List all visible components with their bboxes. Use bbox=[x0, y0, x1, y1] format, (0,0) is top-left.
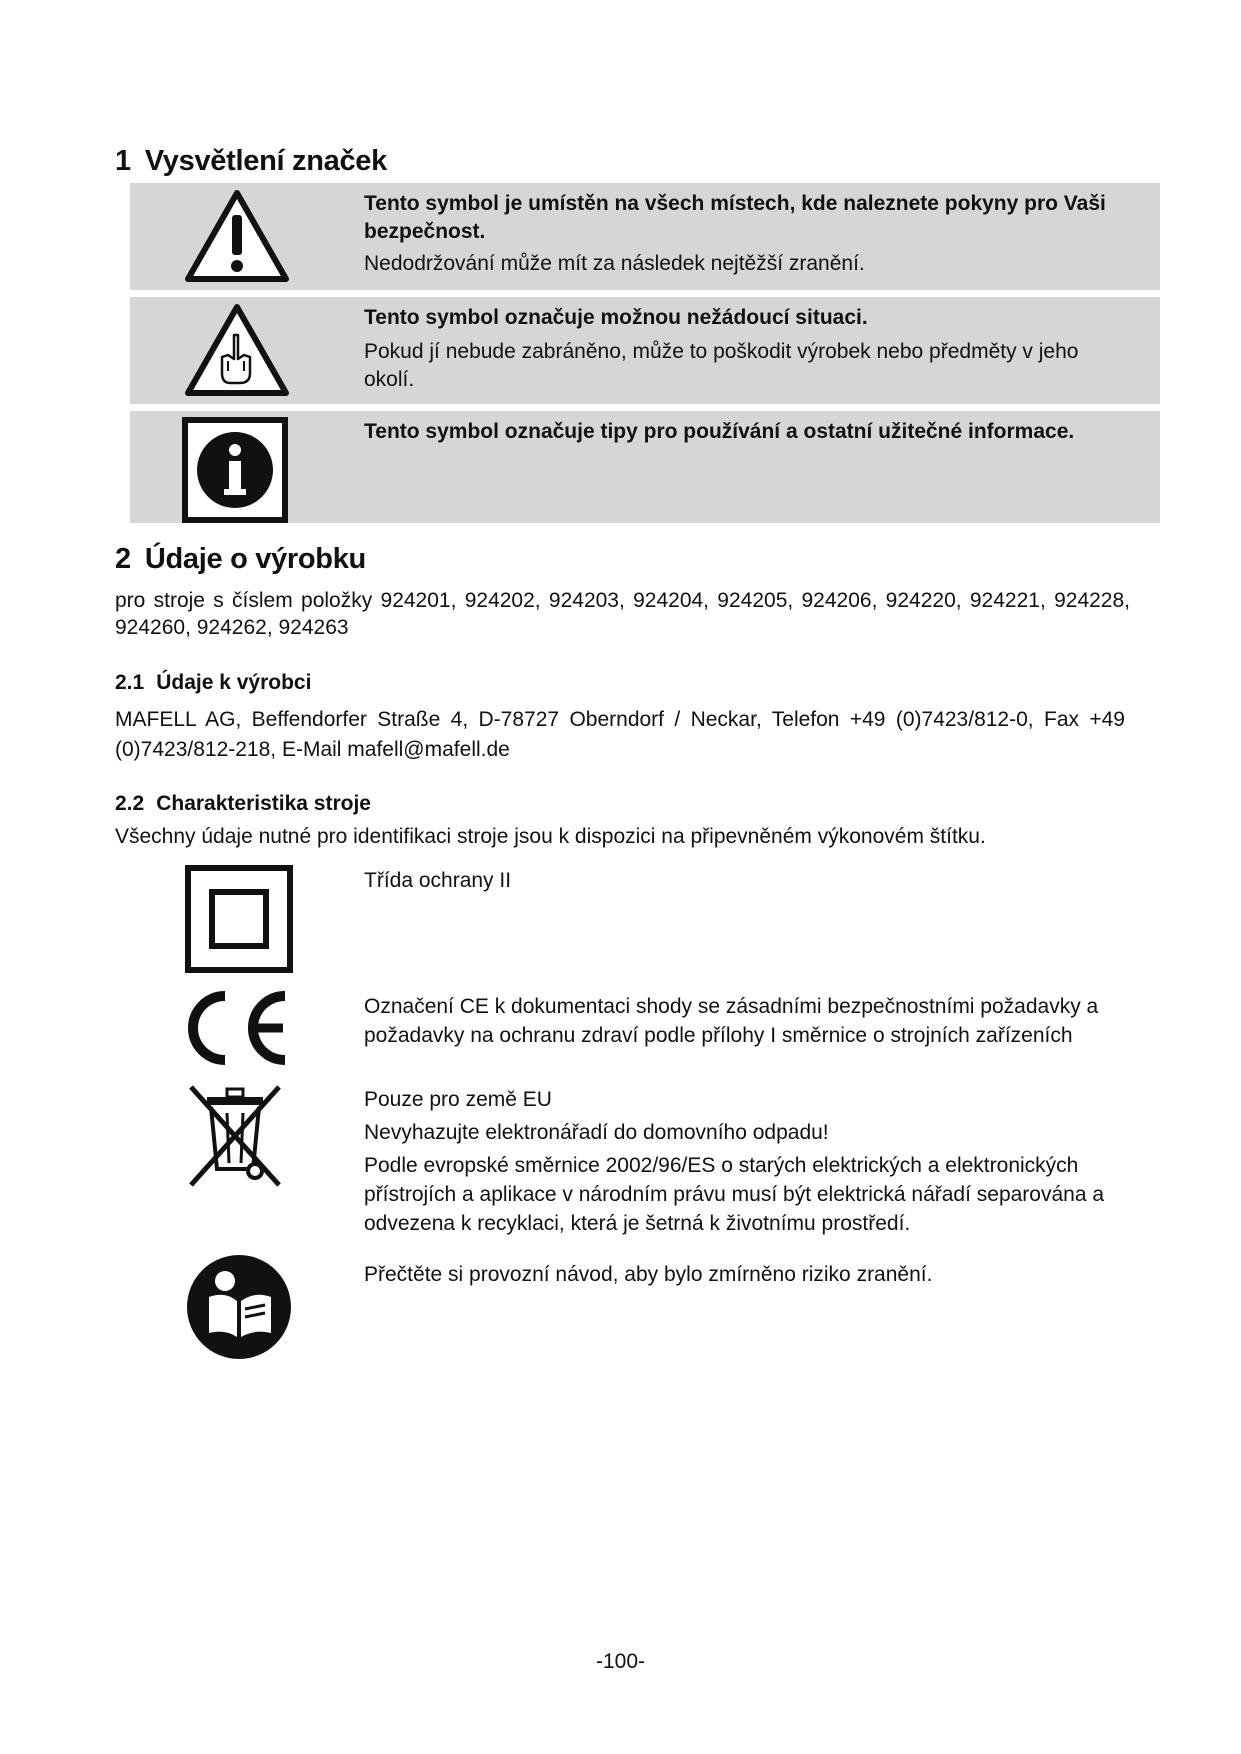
read-manual-icon bbox=[185, 1253, 293, 1366]
mark-3-line-2: Nevyhazujte elektronářadí do domovního odpadu! bbox=[364, 1121, 829, 1144]
symbol-row-info bbox=[130, 411, 1160, 523]
symbol-row-1-text: Nedodržování může mít za následek nejtěžší zranění. bbox=[364, 252, 865, 275]
subsection-2-1-number: 2.1 bbox=[115, 671, 145, 694]
product-intro-line2: 924260, 924262, 924263 bbox=[115, 616, 349, 639]
mark-1-line: Třída ochrany II bbox=[364, 869, 512, 892]
section-1-number: 1 bbox=[115, 145, 131, 177]
symbol-row-1-bold: Tento symbol je umístěn na všech místech, kde naleznete pokyny pro Vaši bezpečnost. bbox=[364, 192, 1106, 243]
section-2-heading bbox=[115, 543, 366, 576]
mark-3-line-3: Podle evropské směrnice 2002/96/ES o starých elektrických a elektronických přístrojích a aplikace v národním právu musí být elektrická nářadí separována a odvezena k recyklaci, která je šetrná k životnímu prostředí. bbox=[364, 1154, 1105, 1235]
warning-hand-icon bbox=[182, 301, 292, 406]
mark-1-text bbox=[364, 866, 1124, 899]
symbol-row-warning bbox=[130, 183, 1160, 290]
subsection-2-1-heading bbox=[115, 671, 311, 695]
protection-class-ii-icon bbox=[185, 865, 293, 978]
mark-4-line: Přečtěte si provozní návod, aby bylo zmírněno riziko zranění. bbox=[364, 1263, 933, 1286]
product-intro-line1: pro stroje s číslem položky 924201, 924202, 924203, 924204, 924205, 924206, 924220, 924221, 924228, bbox=[115, 589, 1130, 612]
crossed-bin-icon bbox=[185, 1083, 285, 1194]
subsection-2-2-number: 2.2 bbox=[115, 792, 145, 815]
subsection-2-2-heading bbox=[115, 792, 371, 816]
section-2-number: 2 bbox=[115, 543, 131, 575]
symbol-row-2-bold: Tento symbol označuje možnou nežádoucí situaci. bbox=[364, 306, 868, 329]
page-number: -100- bbox=[595, 1650, 646, 1673]
section-1-title: Vysvětlení značek bbox=[144, 145, 387, 177]
mark-3-line-1: Pouze pro země EU bbox=[364, 1088, 552, 1111]
info-icon bbox=[182, 417, 288, 528]
machine-characteristics-text: Všechny údaje nutné pro identifikaci stroje jsou k dispozici na připevněném výkonovém štítku. bbox=[115, 825, 986, 848]
symbol-row-caution bbox=[130, 297, 1160, 404]
mark-2-text bbox=[364, 992, 1124, 1054]
manufacturer-line2: (0)7423/812-218, E-Mail mafell@mafell.de bbox=[115, 738, 510, 761]
subsection-2-1-title: Údaje k výrobci bbox=[156, 671, 312, 694]
manufacturer-line1: MAFELL AG, Beffendorfer Straße 4, D-78727 Oberndorf / Neckar, Telefon +49 (0)7423/812-0, Fax +49 bbox=[115, 708, 1125, 731]
mark-2-line: Označení CE k dokumentaci shody se zásadními bezpečnostními požadavky a požadavky na ochranu zdraví podle přílohy I směrnice o strojních zařízeních bbox=[364, 995, 1099, 1047]
ce-mark-icon bbox=[185, 990, 293, 1071]
symbol-row-2-text: Pokud jí nebude zabráněno, může to poškodit výrobek nebo předměty v jeho okolí. bbox=[364, 340, 1079, 391]
mark-3-text bbox=[364, 1085, 1124, 1242]
manufacturer-info bbox=[115, 706, 1125, 763]
mark-4-text bbox=[364, 1260, 1124, 1293]
warning-exclamation-icon bbox=[182, 187, 292, 292]
symbol-row-3-bold: Tento symbol označuje tipy pro používání a ostatní užitečné informace. bbox=[364, 420, 1075, 443]
product-intro bbox=[115, 587, 1130, 641]
subsection-2-2-title: Charakteristika stroje bbox=[156, 792, 371, 815]
section-1-heading bbox=[115, 145, 387, 178]
section-2-title: Údaje o výrobku bbox=[144, 543, 366, 575]
